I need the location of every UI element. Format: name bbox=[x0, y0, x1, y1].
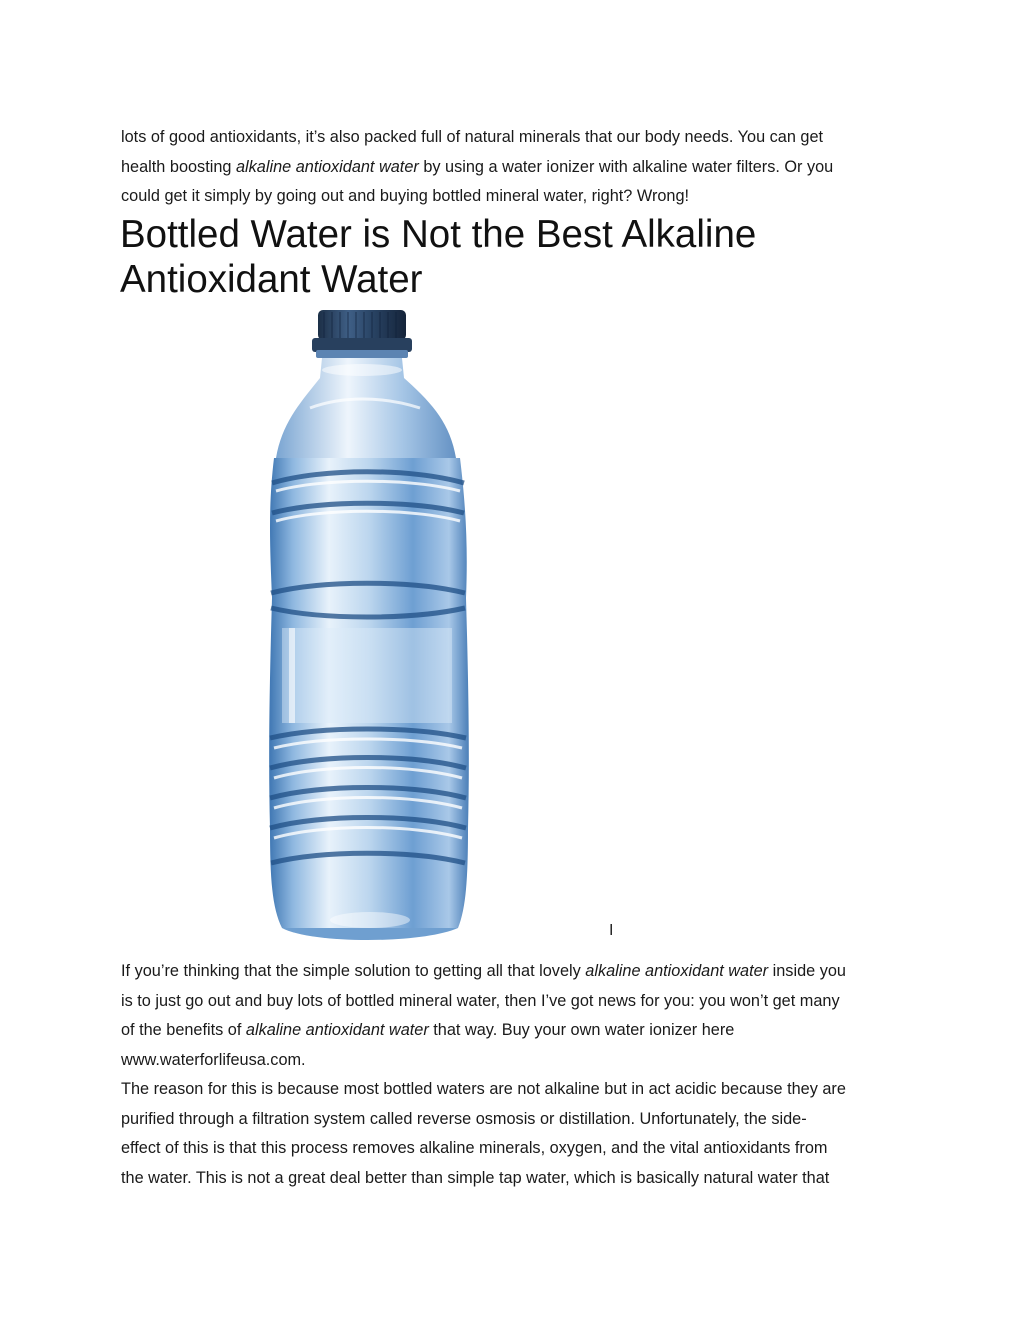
p3-line-2: purified through a filtration system called reverse osmosis or distillation. Unfortunately, the side- bbox=[121, 1109, 807, 1128]
p3-line-1: The reason for this is because most bottled waters are not alkaline but in act acidic because they are bbox=[121, 1080, 846, 1098]
intro-paragraph bbox=[121, 123, 911, 212]
heading-line-1: Bottled Water is Not the Best Alkaline bbox=[120, 213, 757, 256]
p3-line-3: effect of this is that this process removes alkaline minerals, oxygen, and the vital antioxidants from bbox=[121, 1139, 828, 1157]
p2-line-1-before: If you’re thinking that the simple solution to getting all that lovely bbox=[121, 962, 586, 980]
p3-line-4: the water. This is not a great deal better than simple tap water, which is basically natural water that bbox=[121, 1168, 830, 1187]
p2-line-3-after: that way. Buy your own water ionizer here bbox=[428, 1021, 735, 1039]
p2-line-2: is to just go out and buy lots of bottled mineral water, then I’ve got news for you: you won’t get many bbox=[121, 991, 840, 1010]
intro-line-2-before: health boosting bbox=[121, 157, 236, 176]
section-heading bbox=[120, 212, 920, 302]
p2-line-1-emphasis: alkaline antioxidant water bbox=[585, 962, 769, 980]
paragraph-3 bbox=[121, 1075, 911, 1193]
p2-line-1-after: inside you bbox=[768, 962, 846, 980]
p2-line-4-link[interactable]: www.waterforlifeusa.com. bbox=[121, 1050, 306, 1069]
intro-line-1: lots of good antioxidants, it’s also packed full of natural minerals that our body needs. You can get bbox=[121, 128, 824, 146]
intro-line-2-emphasis: alkaline antioxidant water bbox=[235, 157, 419, 176]
intro-line-2-after: by using a water ionizer with alkaline water filters. Or you bbox=[418, 157, 834, 176]
text-cursor-mark: I bbox=[609, 922, 614, 939]
intro-line-3: could get it simply by going out and buying bottled mineral water, right? Wrong! bbox=[121, 187, 690, 205]
p2-line-3-emphasis: alkaline antioxidant water bbox=[245, 1021, 429, 1039]
p2-line-3-before: of the benefits of bbox=[121, 1021, 246, 1039]
water-bottle-icon bbox=[252, 308, 482, 944]
heading-line-2: Antioxidant Water bbox=[120, 258, 423, 301]
paragraph-2 bbox=[121, 957, 911, 1075]
water-bottle-image bbox=[252, 308, 482, 944]
